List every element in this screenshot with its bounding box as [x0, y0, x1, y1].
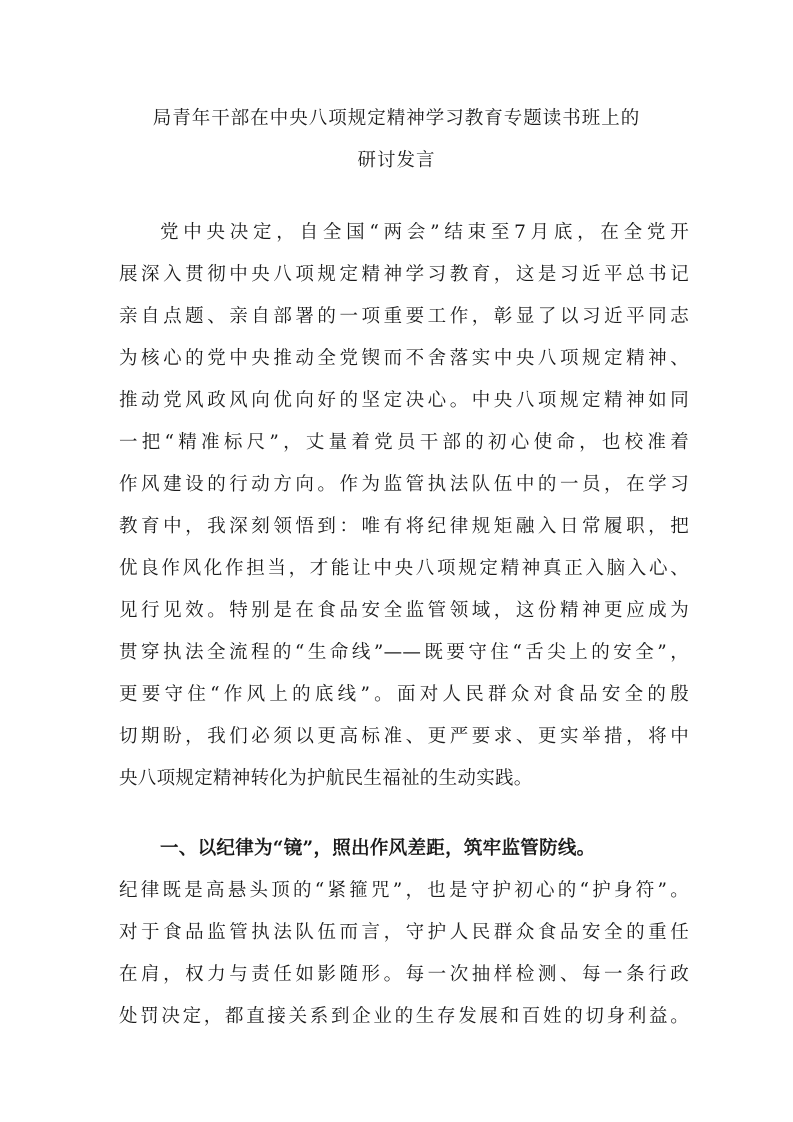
paragraph-line: 推动党风政风向优向好的坚定决心。中央八项规定精神如同 [119, 390, 689, 411]
paragraph-line: 对于食品监管执法队伍而言，守护人民群众食品安全的重任 [119, 922, 689, 943]
paragraph-line: 贯穿执法全流程的“生命线”——既要守住“舌尖上的安全”， [119, 642, 689, 663]
paragraph-line: 央八项规定精神转化为护航民生福祉的生动实践。 [119, 768, 533, 789]
paragraph-line: 作风建设的行动方向。作为监管执法队伍中的一员，在学习 [119, 474, 689, 495]
paragraph-line: 处罚决定，都直接关系到企业的生存发展和百姓的切身利益。 [119, 1006, 689, 1027]
paragraph-line: 亲自点题、亲自部署的一项重要工作，彰显了以习近平同志 [119, 306, 689, 327]
paragraph-line: 纪律既是高悬头顶的“紧箍咒”，也是守护初心的“护身符”。 [119, 880, 689, 901]
document-title-line-1: 局青年干部在中央八项规定精神学习教育专题读书班上的 [152, 108, 641, 129]
paragraph-line: 教育中，我深刻领悟到：唯有将纪律规矩融入日常履职，把 [119, 516, 689, 537]
paragraph-line: 为核心的党中央推动全党锲而不舍落实中央八项规定精神、 [119, 348, 689, 369]
paragraph-line: 更要守住“作风上的底线”。面对人民群众对食品安全的殷 [119, 684, 689, 705]
paragraph-line: 切期盼，我们必须以更高标准、更严要求、更实举措，将中 [119, 726, 689, 747]
paragraph-line: 见行见效。特别是在食品安全监管领域，这份精神更应成为 [119, 600, 689, 621]
paragraph-line: 展深入贯彻中央八项规定精神学习教育，这是习近平总书记 [119, 264, 689, 285]
paragraph-line: 党中央决定，自全国“两会”结束至7月底，在全党开 [160, 222, 689, 243]
paragraph-line: 一把“精准标尺”，丈量着党员干部的初心使命，也校准着 [119, 432, 689, 453]
section-heading: 一、以纪律为“镜”，照出作风差距，筑牢监管防线。 [160, 838, 596, 859]
paragraph-line: 在肩，权力与责任如影随形。每一次抽样检测、每一条行政 [119, 964, 689, 985]
document-title-line-2: 研讨发言 [357, 150, 436, 171]
paragraph-line: 优良作风化作担当，才能让中央八项规定精神真正入脑入心、 [119, 558, 689, 579]
